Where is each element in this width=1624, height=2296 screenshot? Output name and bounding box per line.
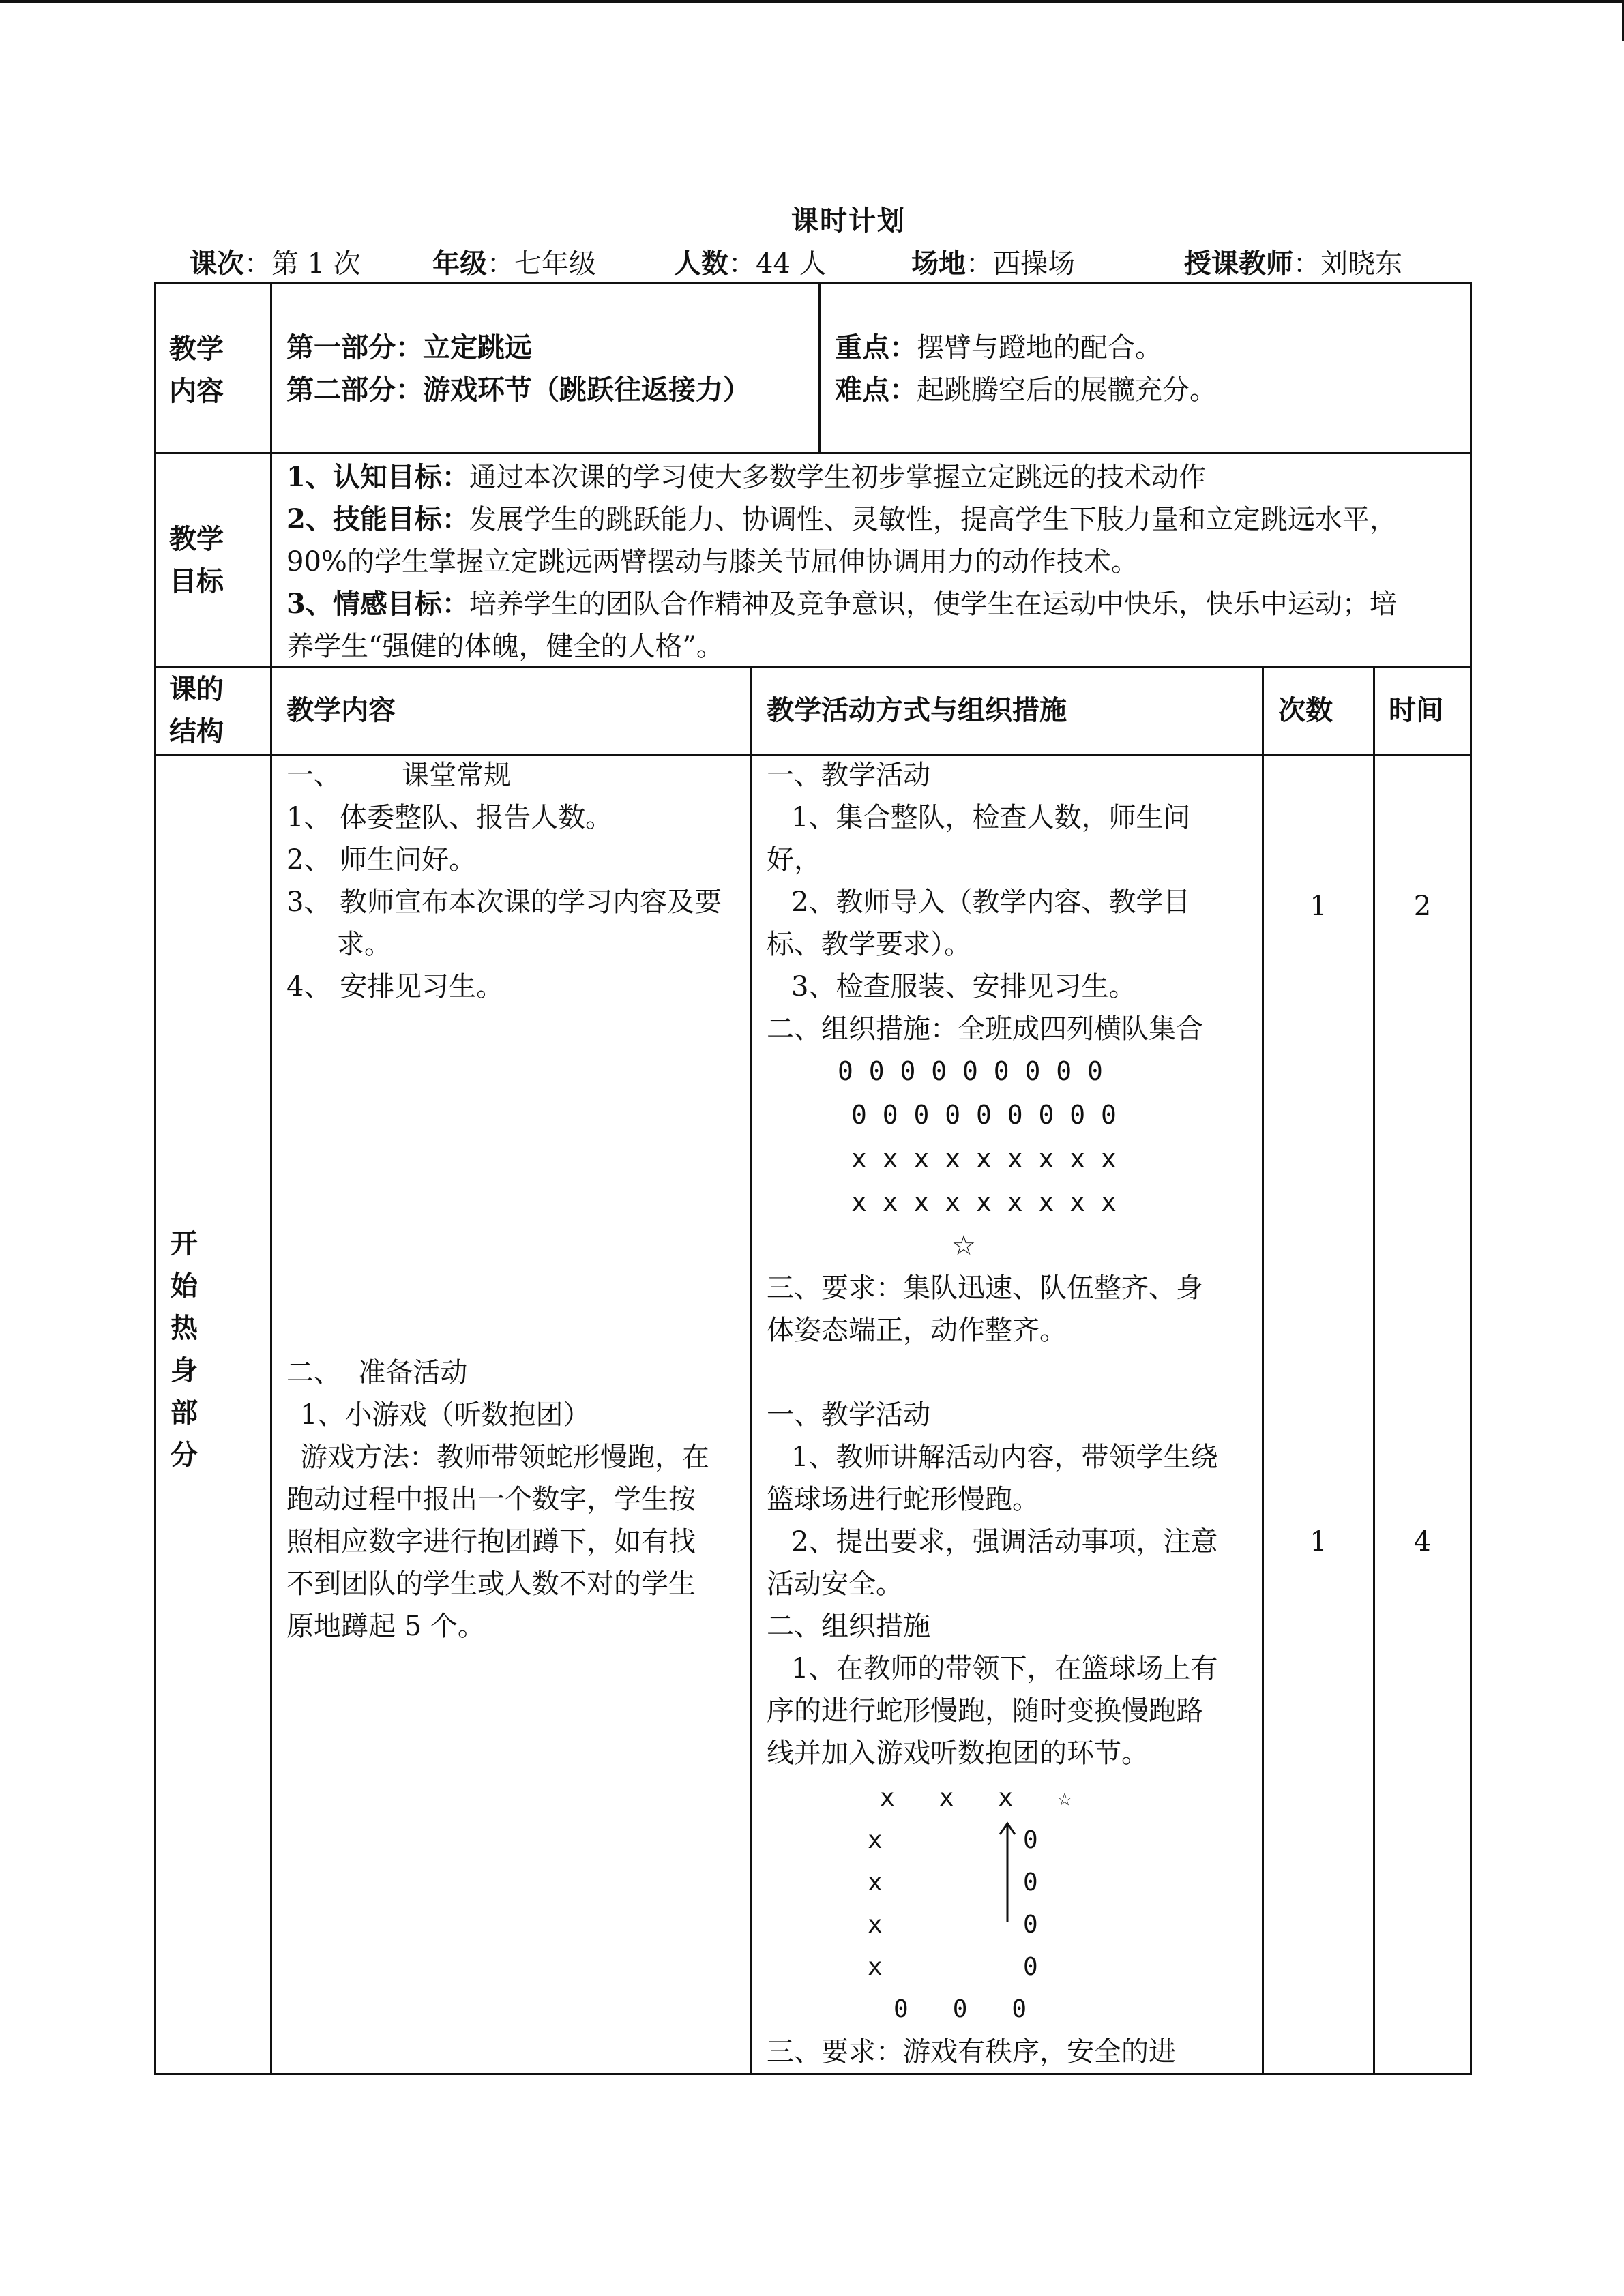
warmup-heading: 二、 准备活动 [286, 1357, 468, 1388]
routine-item: 3、 教师宣布本次课的学习内容及要 [286, 886, 722, 918]
requirement-text: 三、要求：集队迅速、队伍整齐、身 [767, 1272, 1203, 1304]
activity-item: 3、检查服装、安排见习生。 [791, 971, 1136, 1002]
content-part2: 第二部分：游戏环节（跳跃往返接力） [286, 374, 750, 406]
diagram-x: x [868, 1953, 883, 1981]
activity-item: 1、教师讲解活动内容，带领学生绕 [791, 1442, 1218, 1473]
goal-affective: 3、情感目标：培养学生的团队合作精神及竞争意识，使学生在运动中快乐，快乐中运动；培 [286, 588, 1397, 620]
activity-item-cont: 标、教学要求）。 [767, 929, 971, 960]
diagram-x: x [868, 1868, 883, 1896]
header-structure: 课的 结构 [169, 673, 224, 747]
row2-time: 4 [1413, 1526, 1432, 1557]
content-difficulty: 难点：起跳腾空后的展髋充分。 [835, 374, 1217, 406]
organization-heading: 二、组织措施：全班成四列横队集合 [767, 1013, 1203, 1045]
game-desc: 跑动过程中报出一个数字，学生按 [286, 1484, 696, 1515]
teacher-star-icon: ☆ [951, 1230, 976, 1262]
routine-item: 1、 体委整队、报告人数。 [286, 802, 613, 833]
organization-item-cont: 线并加入游戏听数抱团的环节。 [767, 1738, 1149, 1769]
formation-row: 0 0 0 0 0 0 0 0 0 [838, 1056, 1103, 1086]
diagram-o: 0 [1023, 1826, 1038, 1854]
game-title: 1、小游戏（听数抱团） [300, 1399, 591, 1431]
diagram-x: x [868, 1826, 883, 1854]
section-label-warmup: 开 始 热 身 部 分 [171, 1227, 198, 1471]
formation-row: x x x x x x x x x [851, 1187, 1117, 1217]
page-title: 课时计划 [791, 205, 906, 237]
row1-time: 2 [1413, 891, 1432, 922]
requirement-text: 体姿态端正，动作整齐。 [767, 1315, 1067, 1346]
meta-lesson: 课次：第 1 次 [190, 248, 361, 280]
goal-cognitive: 1、认知目标：通过本次课的学习使大多数学生初步掌握立定跳远的技术动作 [286, 461, 1206, 493]
header-activity: 教学活动方式与组织措施 [767, 694, 1067, 726]
row2-reps: 1 [1310, 1526, 1327, 1557]
activity-item: 2、教师导入（教学内容、教学目 [791, 886, 1191, 918]
formation-row: x x x x x x x x x [851, 1144, 1117, 1174]
meta-venue: 场地：西操场 [911, 248, 1075, 280]
meta-teacher: 授课教师：刘晓东 [1184, 248, 1402, 280]
content-label: 教学 内容 [169, 333, 224, 407]
activity-item: 1、集合整队，检查人数，师生问 [791, 802, 1191, 833]
diagram-x: x [868, 1911, 883, 1939]
direction-arrow-icon [997, 1821, 1018, 1923]
diagram-o: 0 [1023, 1953, 1038, 1981]
goal-skill: 2、技能目标：发展学生的跳跃能力、协调性、灵敏性，提高学生下肢力量和立定跳远水平， [286, 503, 1397, 535]
content-key-point: 重点：摆臂与蹬地的配合。 [835, 331, 1162, 363]
organization-item-cont: 序的进行蛇形慢跑，随时变换慢跑路 [767, 1695, 1203, 1727]
diagram-o: 0 [1023, 1911, 1038, 1939]
diagram-o: 0 [1023, 1868, 1038, 1896]
meta-grade: 年级：七年级 [432, 248, 596, 280]
activity-heading: 一、教学活动 [767, 760, 930, 791]
routine-heading: 一、 课堂常规 [286, 760, 512, 791]
formation-row: 0 0 0 0 0 0 0 0 0 [851, 1100, 1117, 1130]
game-desc: 不到团队的学生或人数不对的学生 [286, 1568, 696, 1600]
goal-affective-cont: 养学生“强健的体魄，健全的人格”。 [286, 631, 724, 662]
activity-item-cont: 篮球场进行蛇形慢跑。 [767, 1484, 1039, 1515]
diagram-bottom-row: 0 0 0 [894, 1995, 1027, 2023]
routine-item-cont: 求。 [337, 929, 392, 960]
game-desc: 游戏方法：教师带领蛇形慢跑，在 [300, 1442, 709, 1473]
activity-heading: 一、教学活动 [767, 1399, 930, 1431]
activity-item-cont: 好， [767, 844, 821, 876]
header-time: 时间 [1389, 694, 1443, 726]
organization-heading: 二、组织措施 [767, 1611, 930, 1642]
goal-skill-cont: 90%的学生掌握立定跳远两臂摆动与膝关节屈伸协调用力的动作技术。 [286, 546, 1138, 578]
activity-item-cont: 活动安全。 [767, 1568, 903, 1600]
routine-item: 4、 安排见习生。 [286, 971, 504, 1002]
header-reps: 次数 [1278, 694, 1333, 726]
organization-item: 1、在教师的带领下，在篮球场上有 [791, 1653, 1218, 1684]
goals-label: 教学 目标 [169, 523, 224, 597]
content-part1: 第一部分：立定跳远 [286, 331, 532, 363]
routine-item: 2、 师生问好。 [286, 844, 477, 876]
diagram-top-row: x x x ☆ [880, 1784, 1072, 1812]
requirement-text: 三、要求：游戏有秩序，安全的进 [767, 2036, 1176, 2068]
top-border [0, 0, 1624, 3]
activity-item: 2、提出要求，强调活动事项，注意 [791, 1526, 1218, 1557]
game-desc: 照相应数字进行抱团蹲下，如有找 [286, 1526, 696, 1557]
row1-reps: 1 [1310, 891, 1327, 922]
header-content: 教学内容 [286, 694, 396, 726]
game-desc: 原地蹲起 5 个。 [286, 1611, 485, 1642]
meta-count: 人数：44 人 [674, 248, 827, 280]
